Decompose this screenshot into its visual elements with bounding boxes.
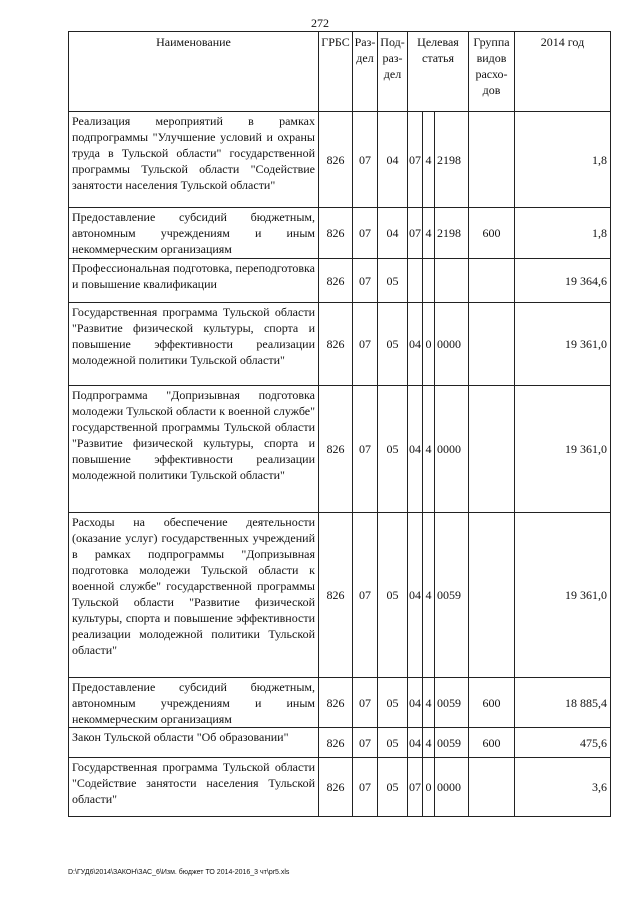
row-razdel: 07 bbox=[353, 513, 378, 678]
row-target-code-part3: 0059 bbox=[435, 513, 469, 678]
row-target-code-part2: 4 bbox=[423, 678, 435, 728]
row-expense-group bbox=[469, 303, 515, 386]
row-podrazdel: 04 bbox=[378, 208, 408, 259]
row-amount-2014: 475,6 bbox=[515, 728, 611, 758]
row-amount-2014: 18 885,4 bbox=[515, 678, 611, 728]
row-target-code-part1: 04 bbox=[408, 303, 423, 386]
table-row bbox=[69, 728, 611, 758]
row-podrazdel: 05 bbox=[378, 678, 408, 728]
row-podrazdel: 05 bbox=[378, 303, 408, 386]
table-row bbox=[69, 259, 611, 303]
row-target-code-part2: 0 bbox=[423, 758, 435, 817]
row-target-code-part3: 0000 bbox=[435, 303, 469, 386]
row-expense-group bbox=[469, 513, 515, 678]
row-grbs: 826 bbox=[319, 259, 353, 303]
row-name: Реализация мероприятий в рамках подпрограммы "Улучшение условий и охраны труда в Тульской области" государственной программы Тульской области "Содействие занятости населения Тульской области" bbox=[69, 112, 319, 208]
row-name: Расходы на обеспечение деятельности (оказание услуг) государственных учреждений в рамках подпрограммы "Допризывная подготовка молодежи Тульской области к военной службе" государственной программы Тульской области "Развитие физической культуры, спорта и повышение эффективности реализации молодежной политики Тульской области" bbox=[69, 513, 319, 678]
row-name: Предоставление субсидий бюджетным, автономным учреждениям и иным некоммерческим организациям bbox=[69, 678, 319, 728]
page-number: 272 bbox=[311, 16, 329, 30]
row-expense-group: 600 bbox=[469, 208, 515, 259]
row-razdel: 07 bbox=[353, 758, 378, 817]
row-target-code-part1 bbox=[408, 259, 423, 303]
row-grbs: 826 bbox=[319, 678, 353, 728]
row-podrazdel: 04 bbox=[378, 112, 408, 208]
row-podrazdel: 05 bbox=[378, 513, 408, 678]
row-target-code-part3: 2198 bbox=[435, 208, 469, 259]
row-target-code-part1: 04 bbox=[408, 386, 423, 513]
row-target-code-part2: 4 bbox=[423, 513, 435, 678]
row-razdel: 07 bbox=[353, 678, 378, 728]
row-target-code-part1: 07 bbox=[408, 758, 423, 817]
row-grbs: 826 bbox=[319, 112, 353, 208]
row-amount-2014: 1,8 bbox=[515, 208, 611, 259]
table-row bbox=[69, 758, 611, 817]
table-row bbox=[69, 513, 611, 678]
row-target-code-part3: 0059 bbox=[435, 728, 469, 758]
row-name: Закон Тульской области "Об образовании" bbox=[69, 728, 319, 758]
row-podrazdel: 05 bbox=[378, 259, 408, 303]
row-target-code-part2: 4 bbox=[423, 728, 435, 758]
row-razdel: 07 bbox=[353, 112, 378, 208]
row-expense-group bbox=[469, 112, 515, 208]
table-row bbox=[69, 303, 611, 386]
row-name: Предоставление субсидий бюджетным, автономным учреждениям и иным некоммерческим организациям bbox=[69, 208, 319, 259]
row-name: Государственная программа Тульской области "Развитие физической культуры, спорта и повышение эффективности реализации молодежной политики Тульской области" bbox=[69, 303, 319, 386]
row-target-code-part3 bbox=[435, 259, 469, 303]
row-amount-2014: 3,6 bbox=[515, 758, 611, 817]
row-grbs: 826 bbox=[319, 208, 353, 259]
row-amount-2014: 19 361,0 bbox=[515, 303, 611, 386]
row-expense-group bbox=[469, 386, 515, 513]
row-razdel: 07 bbox=[353, 208, 378, 259]
row-target-code-part3: 0059 bbox=[435, 678, 469, 728]
header-podrazdel: Под- раз- дел bbox=[378, 32, 408, 112]
row-target-code-part1: 04 bbox=[408, 513, 423, 678]
row-grbs: 826 bbox=[319, 303, 353, 386]
row-target-code-part2: 4 bbox=[423, 208, 435, 259]
table-row bbox=[69, 112, 611, 208]
row-target-code-part1: 04 bbox=[408, 678, 423, 728]
row-amount-2014: 19 364,6 bbox=[515, 259, 611, 303]
budget-table bbox=[68, 31, 611, 817]
header-target: Целевая статья bbox=[408, 32, 469, 112]
header-group: Группа видов расхо- дов bbox=[469, 32, 515, 112]
row-grbs: 826 bbox=[319, 758, 353, 817]
row-podrazdel: 05 bbox=[378, 728, 408, 758]
row-grbs: 826 bbox=[319, 513, 353, 678]
row-expense-group: 600 bbox=[469, 728, 515, 758]
row-amount-2014: 1,8 bbox=[515, 112, 611, 208]
row-target-code-part1: 07 bbox=[408, 208, 423, 259]
row-podrazdel: 05 bbox=[378, 758, 408, 817]
table-row bbox=[69, 678, 611, 728]
row-target-code-part2: 0 bbox=[423, 303, 435, 386]
header-grbs: ГРБС bbox=[319, 32, 353, 112]
row-target-code-part2: 4 bbox=[423, 386, 435, 513]
row-razdel: 07 bbox=[353, 259, 378, 303]
row-razdel: 07 bbox=[353, 728, 378, 758]
table-row bbox=[69, 386, 611, 513]
row-name: Государственная программа Тульской области "Содействие занятости населения Тульской области" bbox=[69, 758, 319, 817]
row-expense-group bbox=[469, 758, 515, 817]
row-target-code-part1: 07 bbox=[408, 112, 423, 208]
row-target-code-part3: 0000 bbox=[435, 758, 469, 817]
header-year: 2014 год bbox=[515, 32, 611, 112]
row-razdel: 07 bbox=[353, 386, 378, 513]
row-amount-2014: 19 361,0 bbox=[515, 386, 611, 513]
row-grbs: 826 bbox=[319, 386, 353, 513]
row-grbs: 826 bbox=[319, 728, 353, 758]
table-row bbox=[69, 208, 611, 259]
row-expense-group: 600 bbox=[469, 678, 515, 728]
header-row bbox=[69, 32, 611, 112]
row-expense-group bbox=[469, 259, 515, 303]
header-name: Наименование bbox=[69, 32, 319, 112]
file-path-footer: D:\ГУД6\2014\ЗАКОН\ЗАС_6\Изм. бюджет ТО 2014-2016_3 чт\pr5.xls bbox=[68, 869, 290, 876]
row-amount-2014: 19 361,0 bbox=[515, 513, 611, 678]
row-podrazdel: 05 bbox=[378, 386, 408, 513]
header-razdel: Раз- дел bbox=[353, 32, 378, 112]
row-razdel: 07 bbox=[353, 303, 378, 386]
row-name: Профессиональная подготовка, переподготовка и повышение квалификации bbox=[69, 259, 319, 303]
row-name: Подпрограмма "Допризывная подготовка молодежи Тульской области к военной службе" государственной программы Тульской области "Развитие физической культуры, спорта и повышение эффективности реализации молодежной политики Тульской области" bbox=[69, 386, 319, 513]
row-target-code-part3: 2198 bbox=[435, 112, 469, 208]
row-target-code-part2 bbox=[423, 259, 435, 303]
row-target-code-part3: 0000 bbox=[435, 386, 469, 513]
row-target-code-part1: 04 bbox=[408, 728, 423, 758]
row-target-code-part2: 4 bbox=[423, 112, 435, 208]
